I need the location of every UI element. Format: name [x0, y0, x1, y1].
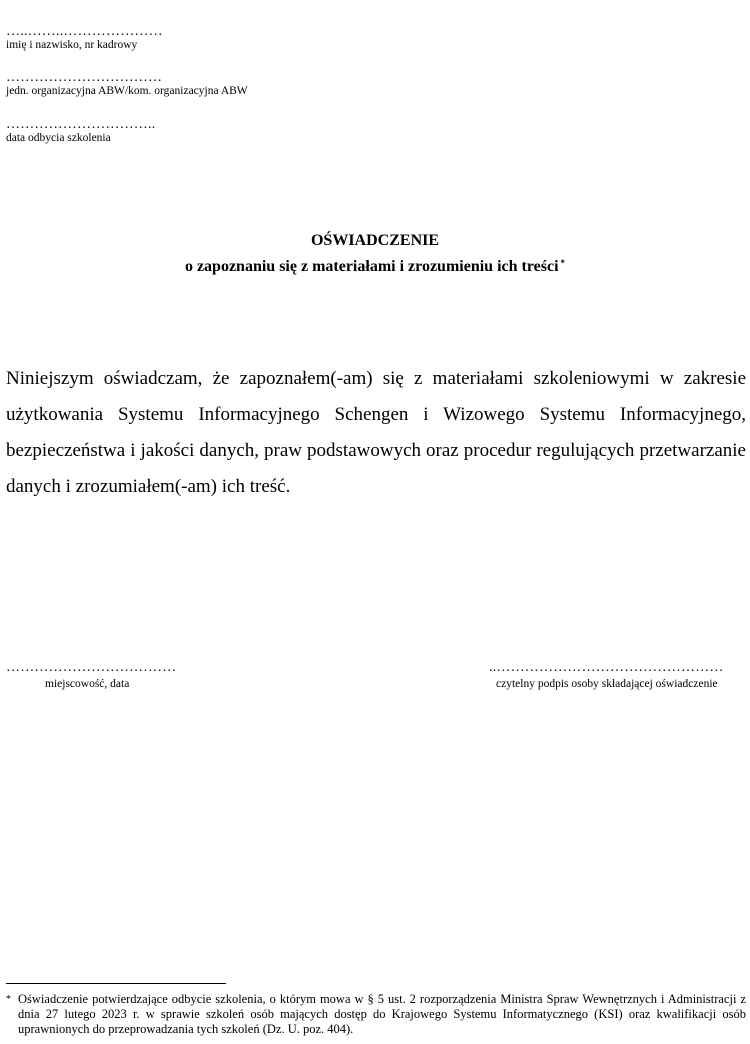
unit-field-label: jedn. organizacyjna ABW/kom. organizacyjna ABW	[6, 85, 248, 97]
name-field-label: imię i nazwisko, nr kadrowy	[6, 39, 138, 51]
place-date-label: miejscowość, data	[45, 678, 130, 690]
footnote-text: Oświadczenie potwierdzające odbycie szkolenia, o którym mowa w § 5 ust. 2 rozporządzenia Ministra Spraw Wewnętrznych i Administracji z dnia 27 lutego 2023 r. w sprawie szkoleń osób mających dostęp do Krajowego Systemu Informatycznego (KSI) oraz kwalifikacji osób uprawnionych do przeprowadzania tych szkoleń (Dz. U. poz. 404).	[18, 992, 746, 1036]
footnote-divider	[6, 983, 226, 984]
footnote	[6, 992, 746, 1037]
document-title: OŚWIADCZENIE	[310, 232, 440, 249]
document-subtitle-text: o zapoznaniu się z materiałami i zrozumieniu ich treści	[184, 258, 559, 275]
signature-dots: ..…………………………………………	[489, 660, 724, 675]
signature-label: czytelny podpis osoby składającej oświadczenie	[496, 678, 718, 690]
statement-text: Niniejszym oświadczam, że zapoznałem(-am) się z materiałami szkoleniowymi w zakresie użytkowania Systemu Informacyjnego Schengen i Wizowego Systemu Informacyjnego, bezpieczeństwa i jakości danych, praw podstawowych oraz procedur regulujących przetwarzanie danych i zrozumiałem(-am) ich treść.	[6, 368, 746, 497]
document-subtitle	[0, 253, 750, 277]
footnote-reference-marker: *	[560, 258, 566, 268]
place-date-dots: ………………………………	[6, 660, 177, 675]
unit-field-dots: ……………………………	[6, 70, 163, 85]
name-field-dots: …..……..…………………	[6, 24, 163, 39]
date-field-label: data odbycia szkolenia	[6, 132, 111, 144]
date-field-dots: …………………………..	[6, 117, 156, 132]
footnote-mark: *	[6, 994, 11, 1005]
